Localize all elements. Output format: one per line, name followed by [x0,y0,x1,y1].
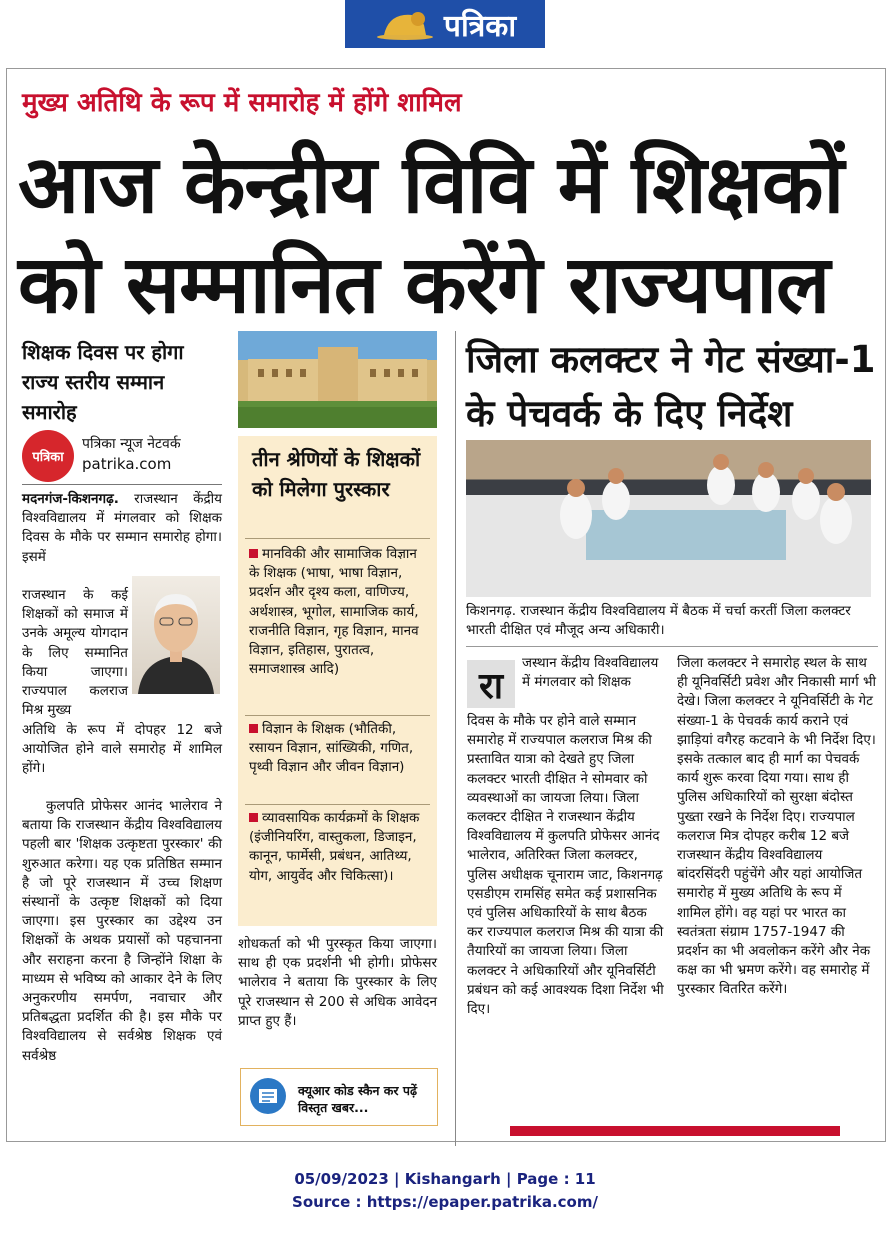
footer-date-line: 05/09/2023 | Kishangarh | Page : 11 [294,1170,596,1188]
right-text-b: जिला कलक्टर ने समारोह स्थल के साथ ही यूनिवर्सिटी प्रवेश और निकासी मार्ग भी देखे। जिला कलक्टर ने यूनिवर्सिटी के गेट संख्या-1 के पेचवर्क कार्य कराने एवं झाड़ियां वगैरह कटवाने के भी निर्देश दिए। इसके तत्काल बाद ही मार्ग का पेचवर्क कार्य शुरू करवा दिया गया। साथ ही पुलिस अधिकारियों को सुरक्षा बंदोस्त पुख्ता रखने के निर्देश दिए। राज्यपाल कलराज मित्र दोपहर करीब 12 बजे राजस्थान केंद्रीय विश्वविद्यालय बांदरसिंदरी पहुंचेंगे और यहां आयोजित समारोह में मुख्य अतिथि के रूप में शामिल होंगे। वह यहां पर भारत का स्वतंत्रता संग्राम 1757-1947 की प्रदर्शन का भी अवलोकन करेंगे और नेक कक्ष का भी भ्रमण करेंगे। वह समारोह में पुरस्कार वितरित करेंगे। [677,655,876,998]
lion-emblem-icon [374,7,436,41]
column-separator [455,331,456,1146]
bullet-icon [249,549,258,558]
divider [245,715,430,716]
footer-bar [510,1126,840,1136]
column1-para1c: अतिथि के रूप में दोपहर 12 बजे आयोजित होने वाले समारोह में शामिल होंगे। [22,722,222,777]
headline: आज केन्द्रीय विवि में शिक्षकों को सम्मानित करेंगे राज्यपाल [18,138,844,331]
column1-para2: कुलपति प्रोफेसर आनंद भालेराव ने बताया कि राजस्थान केंद्रीय विश्वविद्यालय पहली बार 'शिक्षक उत्कृष्टता पुरस्कार' की शुरुआत करेगा। यह एक प्रतिष्ठित सम्मान है जो पूरे राजस्थान में उच्च शिक्षण संस्थानों के उत्कृष्ट शिक्षकों को दिया जाएगा। इस पुरस्कार का उद्देश्य उन शिक्षकों के अथक प्रयासों को पहचानना और सराहना करना है जिन्होंने शिक्षा के माध्यम से भविष्य को आकार देने के लिए अनुकरणीय समर्पण, नवाचार और प्रतिबद्धता प्रदर्शित की है। इस मौके पर विश्वविद्यालय से सर्वश्रेष्ठ शिक्षक एवं सर्वश्रेष्ठ [22,798,222,1064]
newspaper-icon [250,1078,286,1114]
photo-caption: किशनगढ़. राजस्थान केंद्रीय विश्वविद्यालय में बैठक में चर्चा करतीं जिला कलक्टर भारती दीक्षित एवं मौजूद अन्य अधिकारी। [466,603,851,638]
column2-continuation: शोधकर्ता को भी पुरस्कृत किया जाएगा। साथ ही एक प्रदर्शनी भी होगी। प्रोफेसर भालेराव ने बताया कि पुरस्कार के लिए पूरे राजस्थान से 200 से अधिक आवेदन प्राप्त हुए हैं। [238,936,437,1029]
agency-logo: पत्रिका [22,430,74,482]
category-item: व्यावसायिक कार्यक्रमों के शिक्षक (इंजीनियरिंग, वास्तुकला, डिजाइन, कानून, फार्मेसी, प्रबंधन, आतिथ्य, योग, आयुर्वेद और चिकित्सा)। [249,810,420,884]
column1-para1b: राजस्थान के कई शिक्षकों को समाज में उनके अमूल्य योगदान के लिए सम्मानित किया जाएगा। राज्यपाल कलराज मिश्र मुख्य [22,587,128,719]
right-story-title: जिला कलक्टर ने गेट संख्या-1 के पेचवर्क के दिए निर्देश [466,338,876,435]
divider [245,538,430,539]
column1-title: शिक्षक दिवस पर होगा राज्य स्तरीय सम्मान समारोह [22,340,184,424]
masthead [345,0,545,48]
divider [245,804,430,805]
bullet-icon [249,813,258,822]
dropcap: रा [467,660,515,708]
right-text-a1: जस्थान केंद्रीय विश्वविद्यालय में मंगलवार को शिक्षक [522,655,659,691]
bullet-icon [249,724,258,733]
agency-name: पत्रिका न्यूज नेटवर्क [82,436,181,452]
column1-para1a [22,490,222,567]
category-item: विज्ञान के शिक्षक (भौतिकी, रसायन विज्ञान, सांख्यिकी, गणित, पृथ्वी विज्ञान और जीवन विज्ञान) [249,721,414,776]
column1-text-a: राजस्थान केंद्रीय विश्वविद्यालय में मंगलवार को शिक्षक दिवस के मौके पर सम्मान समारोह होगा। इसमें [22,491,222,565]
dateline: मदनगंज-किशनगढ़. [22,491,119,507]
kicker: मुख्य अतिथि के रूप में समारोह में होंगे शामिल [22,88,462,118]
qr-text: क्यूआर कोड स्कैन कर पढ़ें विस्तृत खबर... [298,1083,418,1115]
category-item: मानविकी और सामाजिक विज्ञान के शिक्षक (भाषा, भाषा विज्ञान, प्रदर्शन और दृश्य कला, वाणिज्य, अर्थशास्त्र, भूगोल, सामाजिक कार्य, राजनीति विज्ञान, गृह विज्ञान, मानव विज्ञान, इतिहास, पुरातत्व, समाजशास्त्र आदि) [249,546,419,678]
meeting-photo [466,440,871,597]
page-footer [0,1168,890,1214]
brand-name: पत्रिका [443,8,517,44]
footer-source-line: Source : https://epaper.patrika.com/ [292,1193,598,1211]
divider [466,646,878,647]
agency-site: patrika.com [82,455,172,473]
university-building-photo [238,331,437,428]
governor-portrait [132,576,220,694]
divider [22,484,222,485]
right-text-a2: दिवस के मौके पर होने वाले सम्मान समारोह में राज्यपाल कलराज मिश्र की प्रस्तावित यात्रा को देखते हुए जिला कलक्टर भारती दीक्षित ने सोमवार को व्यवस्थाओं का जायजा लिया। जिला कलक्टर दीक्षित ने राजस्थान केंद्रीय विश्वविद्यालय में कुलपति प्रोफेसर आनंद भालेराव, अतिरिक्त जिला कलक्टर, पुलिस अधीक्षक चूनाराम जाट, किशनगढ़ एसडीएम रामसिंह समेत कई प्रशासनिक एवं पुलिस अधिकारियों के साथ बैठक कर राज्यपाल कलराज मिश्र की यात्रा की तैयारियों का जायजा लिया। जिला कलक्टर ने अधिकारियों और यूनिवर्सिटी प्रबंधन को कई आवश्यक दिशा निर्देश भी दिए। [467,713,664,1018]
box-title: तीन श्रेणियों के शिक्षकों को मिलेगा पुरस्कार [252,447,421,501]
